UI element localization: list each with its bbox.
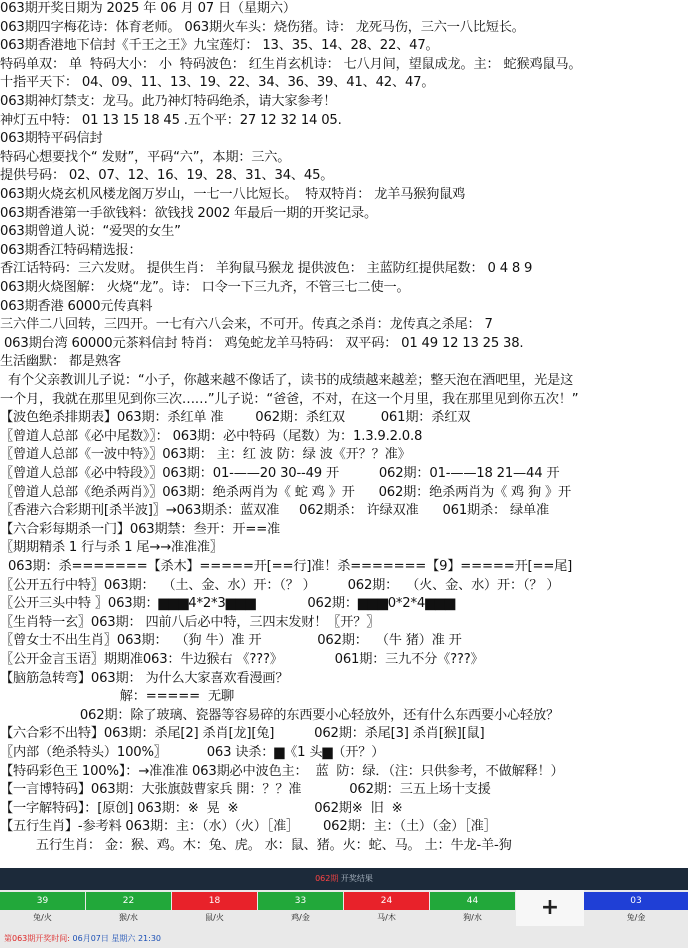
result-zodiac: 狗/水 [463,913,482,922]
text-line: 063期：杀=======【杀木】=====开[==行]准！杀=======【9】=====开[==尾] [0,559,573,574]
text-line: 【波色绝杀排期表】063期：杀红单 准 062期：杀红双 061期：杀红双 [0,410,471,426]
text-line: 特码单双： 单 特码大小： 小 特码波色： 红生肖玄机诗： 七八月间，望鼠成龙。主： 蛇猴鸡鼠马。 [0,56,582,72]
results-header [0,868,688,890]
text-line: 【一字解特码】：[原创] 063期：※ 晃 ※ 062期※ 旧 ※ [0,800,403,816]
result-zodiac: 鸡/金 [291,913,310,922]
text-line: 〖期期精杀 1 行与杀 1 尾→→准准准〗 [0,540,223,556]
text-line: 【特码彩色王 100%】：→准准准 063期必中波色主： 蓝 防：绿．（注：只供参考，不做解释！） [0,763,564,779]
result-zodiac: 猴/水 [119,913,138,922]
text-line: 十指平天下： 04、09、11、13、19、22、34、36、39、41、42、47。 [0,75,435,91]
result-zodiac: 鼠/火 [205,913,224,922]
text-line: 〖生肖特一玄〗063期： 四前八后必中特，三四末发财！〖开？〗 [0,614,380,630]
text-line: 063期特平码信封 [0,131,103,147]
text-line: 一个月，我就在那里见到你三次……”儿子说：“爸爸，不对，在这一个月里，我在那里见到你五次！” [0,391,579,407]
text-line: 五行生肖： 金：猴、鸡。木：兔、虎。 水：鼠、猪。火：蛇、马。 土：牛龙-羊-狗 [0,838,512,853]
result-number: 22 [86,892,171,910]
results-title: 开奖结果 [338,874,373,883]
text-line: 【五行生肖】-参考料 063期：主：（水）（火）［准］ 062期：主：（土）（金）［准］ [0,819,497,835]
draw-time-value: 06月07日 星期六 21:30 [72,934,162,943]
result-zodiac: 马/木 [377,913,396,922]
text-line: 063期香港 6000元传真料 [0,298,153,314]
text-line: 提供号码： 02、07、12、16、19、28、31、34、45。 [0,168,334,184]
text-line: 063期神灯禁支：龙马。此乃神灯特码绝杀，请大家参考！ [0,94,337,109]
result-number: 18 [172,892,257,910]
text-line: 062期：除了玻璃、瓷器等容易碎的东西要小心轻放外，还有什么东西要小心轻放？ [0,707,559,723]
text-line: 【六合彩每期杀一门】063期禁：叁开：开==准 [0,521,281,537]
text-line: 〖公开三头中特 〗063期：▆▆▆4*2*3▆▆▆ 062期：▆▆▆0*2*4▆▆▆ [0,596,455,612]
plus-sign: + [516,890,584,926]
result-number: 33 [258,892,343,910]
draw-time [0,930,688,948]
result-number: 44 [430,892,515,910]
lottery-results-bar [0,868,688,948]
text-line: 063期火烧玄机风楼龙阁万岁山，一七一八比短长。 特双特肖： 龙羊马猴狗鼠鸡 [0,187,466,202]
text-line: 〖公开五行中特〗063期： （土、金、水）开：（？ ） 062期： （火、金、水）开：（？ ） [0,577,560,593]
result-zodiac: 兔/火 [33,913,52,922]
result-number: 39 [0,892,85,910]
text-line: 解：===== 无聊 [0,689,234,705]
text-line: 〖曾道人总部《一波中特》〗063期： 主：红 波 防：绿 波《开？？准》 [0,447,411,463]
special-number: 03 [584,892,688,910]
text-line: 063期开奖日期为 2025 年 06 月 07 日（星期六） [0,1,296,16]
text-line: 063期火烧图解： 火烧“龙”。诗： 口令一下三九齐，不管三七二使一。 [0,280,410,295]
text-line: 〖曾道人总部《必中尾数》〗： 063期：必中特码（尾数）为：1.3.9.2.0.8 [0,428,423,444]
text-line: 〖内部（绝杀特头）100%〗 063 诀杀：▆《1 头▆（开？） [0,745,385,760]
text-line: 神灯五中特： 01 13 15 18 45 .五个平：27 12 32 14 05. [0,112,342,128]
text-line: 【脑筋急转弯】063期： 为什么大家喜欢看漫画？ [0,670,289,686]
text-line: 〖曾女士不出生肖〗063期： （狗 牛）准 开 062期： （牛 猪）准 开 [0,633,462,649]
text-line: 〖香港六合彩期刊[杀半波]〗→063期杀：蓝双准 062期杀： 许绿双准 061期杀： 绿单准 [0,503,549,519]
text-line: 063期香港地下信封《千王之王》九宝莲灯： 13、35、14、28、22、47。 [0,38,439,54]
text-line: 生活幽默： 都是熟客 [0,354,121,370]
text-line: 063期台湾 60000元茶料信封 特肖： 鸡兔蛇龙羊马特码： 双平码： 01 49 12 13 25 38. [0,335,524,351]
special-zodiac: 兔/金 [626,913,646,922]
result-number: 24 [344,892,429,910]
text-line: 【一言博特码】063期：大张旗鼓曹家兵 開：？？准 062期：三五上场十支援 [0,782,491,798]
text-line: 063期香江特码精选报： [0,242,142,258]
results-period: 062期 [315,874,339,883]
text-line: 【六合彩不出特】063期：杀尾[2] 杀肖[龙][兔] 062期：杀尾[3] 杀肖[猴][鼠] [0,726,485,742]
text-line: 三六伴二八回转，三四开。一七有六八会来，不可开。传真之杀肖：龙传真之杀尾： 7 [0,317,493,333]
text-line: 特码心想要找个“ 发财”，平码“六”，本期：三六。 [0,149,291,165]
text-line: 〖曾道人总部《必中特段》〗063期：01-——20 30--49 开 062期：01-——18 21—44 开 [0,466,560,481]
text-line: 063期曾道人说：“爱哭的女生” [0,224,181,240]
draw-time-label: 第063期开奖时间: [4,934,73,943]
text-line: 〖公开金言玉语〗期期准063：牛边猴右 《???》 061期：三九不分《???》 [0,652,484,667]
text-line: 香江话特码：三六发财。 提供生肖： 羊狗鼠马猴龙 提供波色： 主蓝防红提供尾数： 0 4 8 9 [0,261,533,277]
text-line: 有个父亲教训儿子说：“小子，你越来越不像话了，读书的成绩越来越差；整天泡在酒吧里，光是这 [0,373,574,388]
text-line: 063期四字梅花诗：体育老师。 063期火车头：烧伤猪。诗： 龙死马伤，三六一八比短长。 [0,19,525,35]
text-line: 〖曾道人总部《绝杀两肖》〗063期：绝杀两肖为《 蛇 鸡 》开 062期：绝杀两肖为《 鸡 狗 》开 [0,484,571,500]
text-line: 063期香港第一手欲钱料：欲钱找 2002 年最后一期的开奖记录。 [0,205,378,221]
